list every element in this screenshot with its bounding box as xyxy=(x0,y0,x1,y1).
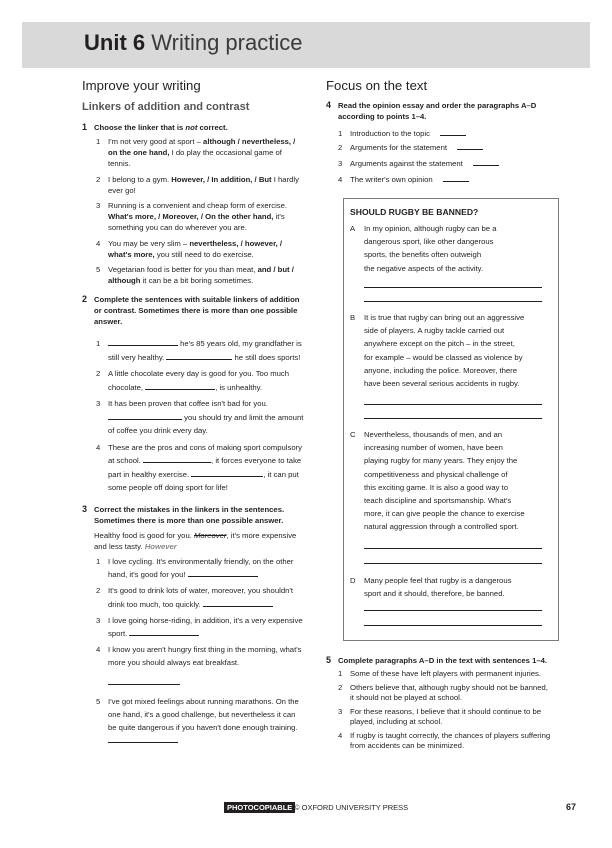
question-4: 4 Read the opinion essay and order the paragraphs A–D according to points 1–4. xyxy=(326,100,548,122)
page-number: 67 xyxy=(566,802,577,812)
list-item: 1 Some of these have left players with permanent injuries. xyxy=(338,669,542,678)
answer-blank[interactable] xyxy=(191,468,263,477)
question-5: 5 Complete paragraphs A–D in the text with sentences 1–4. xyxy=(326,655,552,666)
left-column xyxy=(82,78,306,748)
list-item: 3 Arguments against the statement xyxy=(326,156,548,172)
answer-blank[interactable] xyxy=(203,598,273,607)
question-instruction: Choose the linker that is not correct. xyxy=(94,123,228,132)
list-item: 1 I love cycling. It's environmentally friendly, on the other hand, it's good for you! xyxy=(96,556,294,580)
unit-number: Unit 6 xyxy=(84,30,146,55)
question-3: 3 Correct the mistakes in the linkers in the sentences. Sometimes there is more than one possible answer. xyxy=(82,504,306,526)
list-item: 3 For these reasons, I believe that it should continue to be played, including at school. xyxy=(338,706,542,726)
essay-paragraph-d: D Many people feel that rugby is a dangerous sport and it should, therefore, be banned. xyxy=(350,576,512,599)
writing-line[interactable] xyxy=(364,404,542,405)
question-instruction: Correct the mistakes in the linkers in the sentences. Sometimes there is more than one possible answer. xyxy=(94,504,285,525)
question-number: 1 xyxy=(82,122,88,132)
list-item: 1 he's 85 years old, my grandfather is still very healthy. he still does sports! xyxy=(96,339,302,362)
publisher-credit: © OXFORD UNIVERSITY PRESS xyxy=(294,803,409,812)
example-answer: However xyxy=(144,541,177,551)
section-heading-improve: Improve your writing xyxy=(82,78,201,93)
list-item: 4 You may be very slim – nevertheless, / however, / what's more, you still need to do exercise. xyxy=(96,238,283,259)
answer-blank[interactable] xyxy=(457,141,483,150)
answer-blank[interactable] xyxy=(129,627,199,636)
question-instruction: Complete paragraphs A–D in the text with sentences 1–4. xyxy=(338,656,548,665)
answer-blank[interactable] xyxy=(108,337,178,346)
list-item: 5 I've got mixed feelings about running marathons. On the one hand, it's a good challenge, but nevertheless it can be quite dangerous if you haven't done enough training. xyxy=(82,695,306,748)
answer-blank[interactable] xyxy=(473,157,499,166)
answer-blank[interactable] xyxy=(440,127,466,136)
answer-blank[interactable] xyxy=(166,351,232,360)
question-5-block xyxy=(326,655,552,752)
question-1 xyxy=(82,122,306,133)
list-item: 4 I know you aren't hungry first thing in the morning, what's more you should always eat breakfast. xyxy=(82,643,306,689)
answer-blank[interactable] xyxy=(108,676,180,685)
list-item: 4 If rugby is taught correctly, the chances of players suffering from accidents can be minimized. xyxy=(338,730,551,750)
page-title xyxy=(84,30,302,56)
essay-paragraph-c: C Nevertheless, thousands of men, and an increasing number of women, have been playing rugby for many years. They enjoy the competitiveness and physical challenge of this exciting game. It is also a good way to teach discipline and sportsmanship. What's more, it can give people the chance to exercise natural aggression through a controlled sport. xyxy=(350,430,525,532)
list-item: 1 Introduction to the topic xyxy=(326,127,548,140)
list-item: 2 Others believe that, although rugby should not be banned, it should not be played at school. xyxy=(338,682,548,702)
writing-line[interactable] xyxy=(364,610,542,611)
essay-paragraph-a: A In my opinion, although rugby can be a dangerous sport, like other dangerous sports, the benefits often outweigh the negative aspects of the activity. xyxy=(350,224,497,273)
answer-blank[interactable] xyxy=(145,381,215,390)
answer-blank[interactable] xyxy=(108,411,182,420)
list-item: 2 I belong to a gym. However, / In addition, / But I hardly ever go! xyxy=(96,174,299,195)
example-sentence: Healthy food is good for you. Moreover, it's more expensive and less tasty. However xyxy=(94,530,297,551)
subheading-linkers: Linkers of addition and contrast xyxy=(82,101,250,113)
writing-line[interactable] xyxy=(364,563,542,564)
writing-line[interactable] xyxy=(364,418,542,419)
list-item: 2 It's good to drink lots of water, moreover, you shouldn't drink too much, too quickly. xyxy=(96,586,293,609)
list-item: 3 It has been proven that coffee isn't bad for you. you should try and limit the amount of coffee you drink every day. xyxy=(96,399,304,436)
list-item: 2 A little chocolate every day is good for you. Too much chocolate, , is unhealthy. xyxy=(96,369,290,392)
list-item: 1 I'm not very good at sport – although / nevertheless, / on the one hand, I do play the occasional game of tennis. xyxy=(96,137,296,169)
photocopiable-badge: PHOTOCOPIABLE xyxy=(224,802,295,813)
writing-line[interactable] xyxy=(364,625,542,626)
list-item: 3 Running is a convenient and cheap form of exercise. What's more, / Moreover, / On the other hand, it's something you can do wherever you are. xyxy=(96,201,288,233)
writing-line[interactable] xyxy=(364,548,542,549)
question-instruction: Complete the sentences with suitable linkers of addition or contrast. Sometimes there is more than one possible answer. xyxy=(94,295,300,327)
list-item: 3 I love going horse-riding, in addition, it's a very expensive sport. xyxy=(96,615,303,638)
list-item: 2 Arguments for the statement xyxy=(326,140,548,156)
answer-blank[interactable] xyxy=(443,173,469,182)
writing-line[interactable] xyxy=(364,287,542,288)
list-item: 5 Vegetarian food is better for you than meat, and / but / although it can be a bit boring sometimes. xyxy=(96,265,294,286)
right-column xyxy=(326,78,548,188)
list-item: 4 The writer's own opinion xyxy=(326,172,548,188)
answer-blank[interactable] xyxy=(143,454,211,463)
unit-title: Writing practice xyxy=(151,30,303,55)
answer-blank[interactable] xyxy=(108,734,178,743)
answer-blank[interactable] xyxy=(188,568,258,577)
question-instruction: Read the opinion essay and order the paragraphs A–D according to points 1–4. xyxy=(338,101,537,121)
writing-line[interactable] xyxy=(364,301,542,302)
essay-title: SHOULD RUGBY BE BANNED? xyxy=(350,207,479,217)
section-heading-focus: Focus on the text xyxy=(326,78,428,93)
question-2: 2 Complete the sentences with suitable linkers of addition or contrast. Sometimes there is more than one possible answer. xyxy=(82,294,306,327)
essay-paragraph-b: B It is true that rugby can bring out an aggressive side of players. A rugby tackle carried out anywhere except on the pitch – in the street, for example – would be classed as violence by anyone, including the police. Moreover, there have been several serious accidents in rugby. xyxy=(350,313,525,389)
list-item: 4 These are the pros and cons of making sport compulsory at school. , it forces everyone to take part in healthy exercise. , it can put some people off doing sport for life! xyxy=(96,442,302,493)
